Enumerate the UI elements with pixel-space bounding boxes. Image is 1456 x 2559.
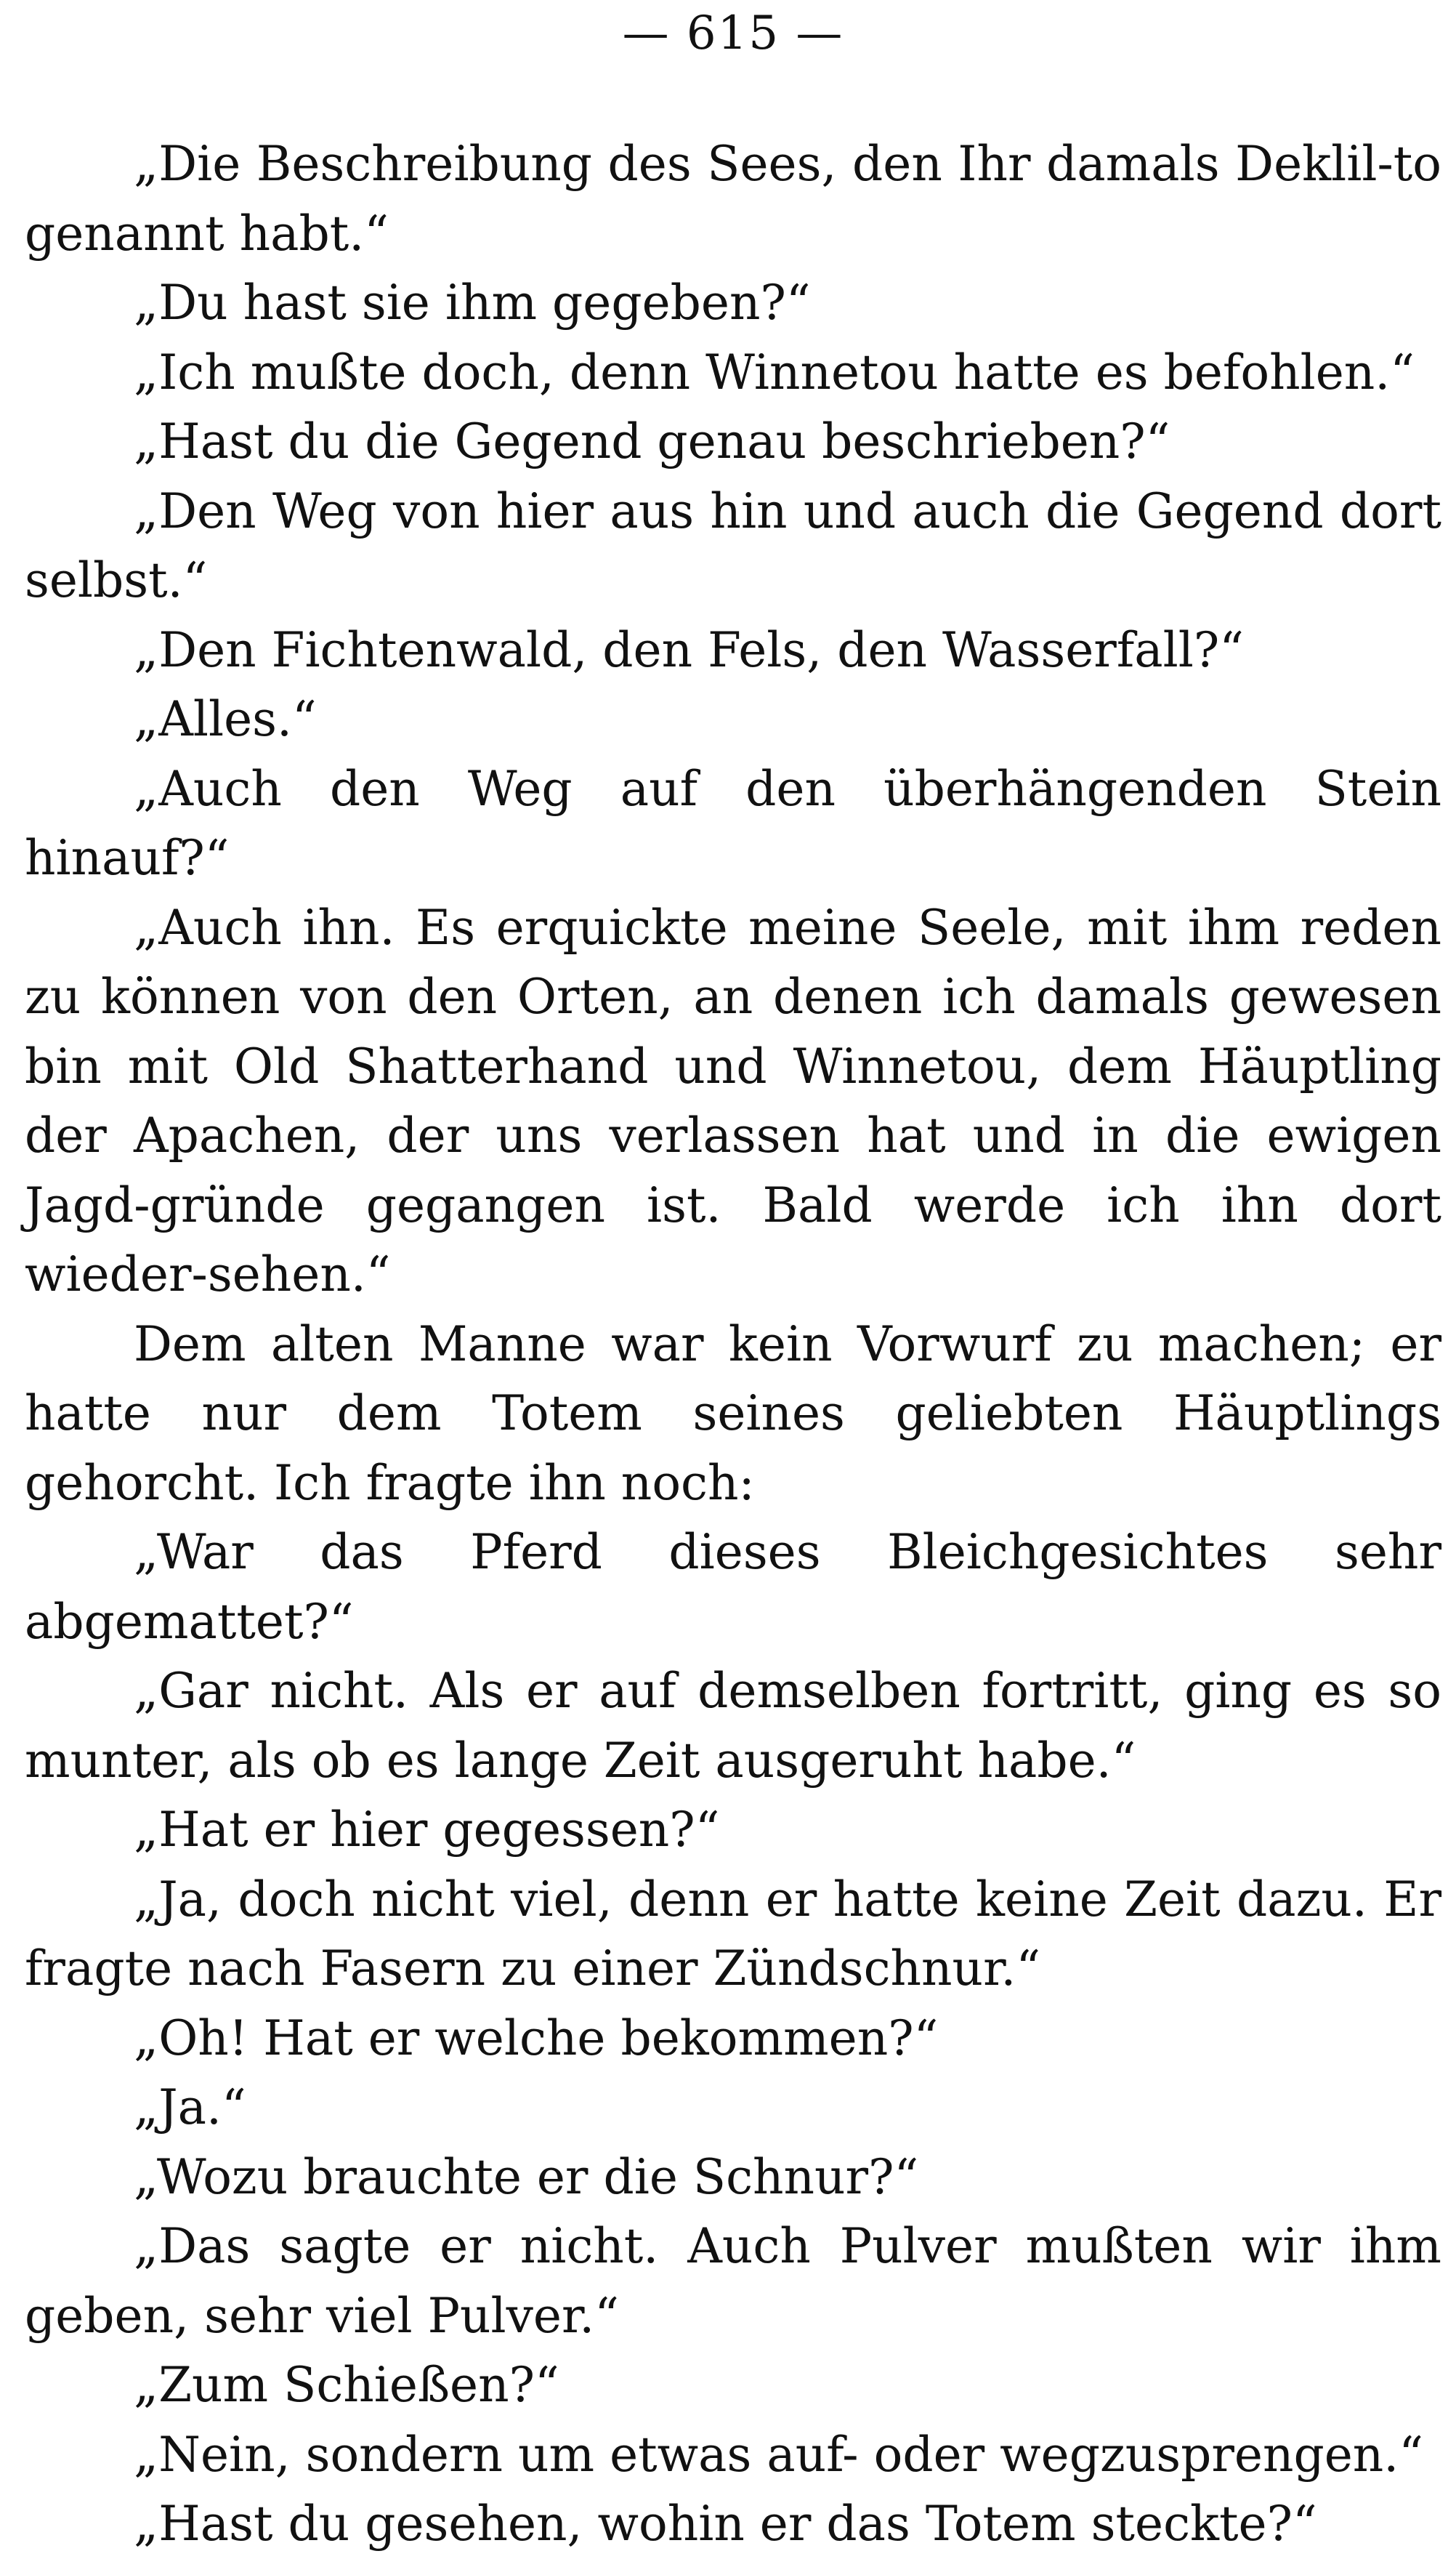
paragraph: „Nein, sondern um etwas auf- oder wegzusprengen.“ — [134, 2426, 1424, 2483]
paragraph: „Den Weg von hier aus hin und auch die Gegend dort selbst.“ — [25, 483, 1441, 608]
paragraph: „Hast du gesehen, wohin er das Totem steckte?“ — [134, 2496, 1317, 2552]
paragraph: „Hat er hier gegessen?“ — [134, 1802, 720, 1858]
paragraph: „Ich mußte doch, denn Winnetou hatte es befohlen.“ — [134, 344, 1415, 400]
paragraph: „Den Fichtenwald, den Fels, den Wasserfall?“ — [134, 621, 1244, 678]
paragraph: „Ja.“ — [134, 2079, 246, 2135]
paragraph: „Auch den Weg auf den überhängenden Stein hinauf?“ — [25, 760, 1441, 886]
paragraph: „War das Pferd dieses Bleichgesichtes sehr abgemattet?“ — [25, 1524, 1441, 1650]
paragraph: „Auch ihn. Es erquickte meine Seele, mit ihm reden zu können von den Orten, an denen ich damals gewesen bin mit Old Shatterhand und Winnetou, dem Häuptling der Apachen, der uns verlassen hat und in die ewigen Jagd-gründe gegangen ist. Bald werde ich ihn dort wieder-sehen.“ — [25, 899, 1441, 1302]
body-text — [25, 129, 1441, 2559]
paragraph: „Zum Schießen?“ — [134, 2357, 559, 2413]
paragraph: „Ja, doch nicht viel, denn er hatte keine Zeit dazu. Er fragte nach Fasern zu einer Zündschnur.“ — [25, 1871, 1441, 1996]
paragraph: „Gar nicht. Als er auf demselben fortritt, ging es so munter, als ob es lange Zeit ausgeruht habe.“ — [25, 1663, 1441, 1789]
paragraph: „Die Beschreibung des Sees, den Ihr damals Deklil-to genannt habt.“ — [25, 136, 1441, 262]
paragraph: „Du hast sie ihm gegeben?“ — [134, 275, 811, 331]
paragraph: Dem alten Manne war kein Vorwurf zu machen; er hatte nur dem Totem seines geliebten Häuptlings gehorcht. Ich fragte ihn noch: — [25, 1315, 1441, 1511]
paragraph: „Das sagte er nicht. Auch Pulver mußten wir ihm geben, sehr viel Pulver.“ — [25, 2218, 1441, 2344]
paragraph: „Oh! Hat er welche bekommen?“ — [134, 2010, 939, 2066]
book-page — [25, 0, 1441, 2552]
paragraph: „Alles.“ — [134, 691, 317, 747]
page-number: — 615 — — [622, 7, 844, 60]
paragraph: „Hast du die Gegend genau beschrieben?“ — [134, 414, 1170, 470]
paragraph: „Wozu brauchte er die Schnur?“ — [134, 2148, 919, 2205]
